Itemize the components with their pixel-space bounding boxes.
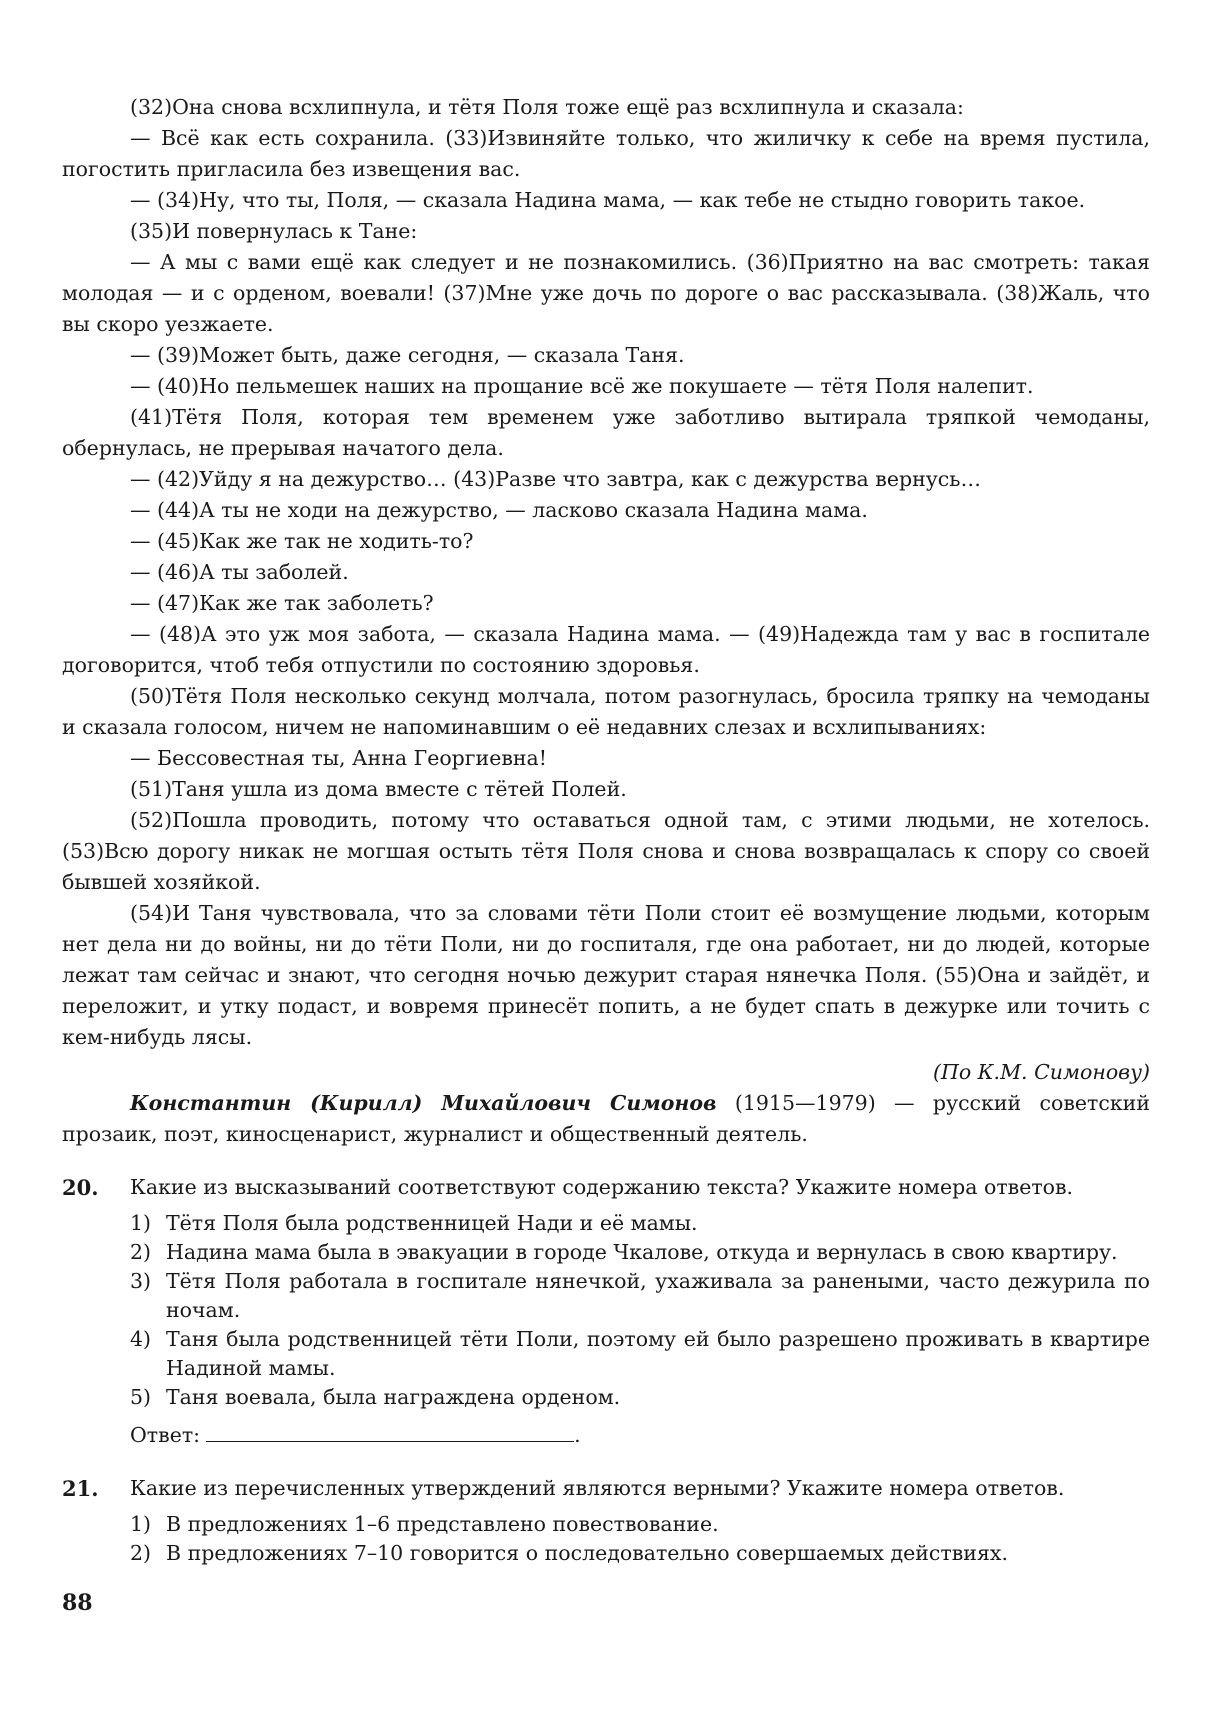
option-number: 3): [130, 1269, 152, 1293]
task-20: [62, 1172, 1150, 1451]
answer-options: [130, 1209, 1150, 1412]
paragraph: — Всё как есть сохранила. (33)Извиняйте только, что жиличку к себе на время пустила, погостить пригласила без извещения вас.: [62, 126, 1150, 181]
option-number: 4): [130, 1327, 152, 1351]
page-number: 88: [62, 1590, 93, 1616]
option-number: 5): [130, 1385, 152, 1409]
option-number: 2): [130, 1240, 152, 1264]
option-item: [130, 1209, 1150, 1238]
task-number: 21.: [62, 1476, 99, 1501]
paragraph: — (48)А это уж моя забота, — сказала Надина мама. — (49)Надежда там у вас в госпитале договорится, чтоб тебя отпустили по состоянию здоровья.: [62, 622, 1150, 677]
paragraph: (54)И Таня чувствовала, что за словами тёти Поли стоит её возмущение людьми, которым нет дела ни до войны, ни до тёти Поли, ни до госпиталя, где она работает, ни до людей, которые лежат там сейчас и знают, что сегодня ночью дежурит старая нянечка Поля. (55)Она и зайдёт, и переложит, и утку подаст, и вовремя принесёт попить, а не будет спать в дежурке или точить с кем-нибудь лясы.: [62, 901, 1150, 1049]
paragraph: — (46)А ты заболей.: [130, 560, 349, 584]
option-text: В предложениях 1–6 представлено повествование.: [166, 1512, 719, 1536]
paragraph: (52)Пошла проводить, потому что оставаться одной там, с этими людьми, не хотелось. (53)Всю дорогу никак не могшая остыть тётя Поля снова и снова возвращалась к спору со своей бывшей хозяйкой.: [62, 808, 1150, 894]
option-item: [130, 1267, 1150, 1325]
paragraph: (32)Она снова всхлипнула, и тётя Поля тоже ещё раз всхлипнула и сказала:: [130, 95, 964, 119]
option-number: 2): [130, 1541, 152, 1565]
author-bio: [62, 1088, 1150, 1150]
paragraph: — (42)Уйду я на дежурство… (43)Разве что завтра, как с дежурства вернусь…: [130, 467, 981, 491]
paragraph: — (47)Как же так заболеть?: [130, 591, 434, 615]
paragraph: (50)Тётя Поля несколько секунд молчала, потом разогнулась, бросила тряпку на чемоданы и сказала голосом, ничем не напоминавшим о её недавних слезах и всхлипываниях:: [62, 684, 1150, 739]
task-21: [62, 1473, 1150, 1568]
source-attribution: (По К.М. Симонову): [932, 1060, 1150, 1084]
answer-label: Ответ:: [130, 1423, 201, 1447]
option-text: Тётя Поля работала в госпитале нянечкой, ухаживала за ранеными, часто дежурила по ночам.: [166, 1269, 1150, 1322]
option-text: Тётя Поля была родственницей Нади и её мамы.: [166, 1211, 698, 1235]
answer-options: [130, 1510, 1150, 1568]
paragraph: — (44)А ты не ходи на дежурство, — ласково сказала Надина мама.: [130, 498, 868, 522]
paragraph: (35)И повернулась к Тане:: [130, 219, 418, 243]
option-item: [130, 1238, 1150, 1267]
option-number: 1): [130, 1211, 152, 1235]
author-bio-text: (1915—1979) — русский советский прозаик, поэт, киносценарист, журналист и общественный деятель.: [62, 1091, 1150, 1146]
paragraph: (41)Тётя Поля, которая тем временем уже заботливо вытирала тряпкой чемоданы, обернулась, не прерывая начатого дела.: [62, 405, 1150, 460]
paragraph: — (34)Ну, что ты, Поля, — сказала Надина мама, — как тебе не стыдно говорить такое.: [130, 188, 1086, 212]
answer-field[interactable]: [206, 1421, 574, 1442]
option-item: [130, 1325, 1150, 1383]
answer-end: .: [574, 1423, 581, 1447]
option-item: [130, 1383, 1150, 1412]
story-text: [62, 92, 1150, 1150]
paragraph: — (39)Может быть, даже сегодня, — сказала Таня.: [130, 343, 685, 367]
option-text: В предложениях 7–10 говорится о последовательно совершаемых действиях.: [166, 1541, 1008, 1565]
page-content: [62, 92, 1150, 1568]
option-item: [130, 1539, 1150, 1568]
paragraph: — Бессовестная ты, Анна Георгиевна!: [130, 746, 547, 770]
paragraph: — А мы с вами ещё как следует и не познакомились. (36)Приятно на вас смотреть: такая молодая — и с орденом, воевали! (37)Мне уже дочь по дороге о вас рассказывала. (38)Жаль, что вы скоро уезжаете.: [62, 250, 1150, 336]
task-number: 20.: [62, 1175, 99, 1200]
task-question: Какие из высказываний соответствуют содержанию текста? Укажите номера ответов.: [130, 1175, 1074, 1199]
task-question: Какие из перечисленных утверждений являются верными? Укажите номера ответов.: [130, 1476, 1065, 1500]
option-text: Надина мама была в эвакуации в городе Чкалове, откуда и вернулась в свою квартиру.: [166, 1240, 1118, 1264]
author-name: Константин (Кирилл) Михайлович Симонов: [130, 1091, 717, 1115]
paragraph: — (45)Как же так не ходить-то?: [130, 529, 474, 553]
option-item: [130, 1510, 1150, 1539]
answer-row: [130, 1420, 1150, 1451]
option-number: 1): [130, 1512, 152, 1536]
paragraph: (51)Таня ушла из дома вместе с тётей Полей.: [130, 777, 627, 801]
option-text: Таня была родственницей тёти Поли, поэтому ей было разрешено проживать в квартире Надиной мамы.: [166, 1327, 1150, 1380]
paragraph: — (40)Но пельмешек наших на прощание всё же покушаете — тётя Поля налепит.: [130, 374, 1034, 398]
option-text: Таня воевала, была награждена орденом.: [166, 1385, 621, 1409]
